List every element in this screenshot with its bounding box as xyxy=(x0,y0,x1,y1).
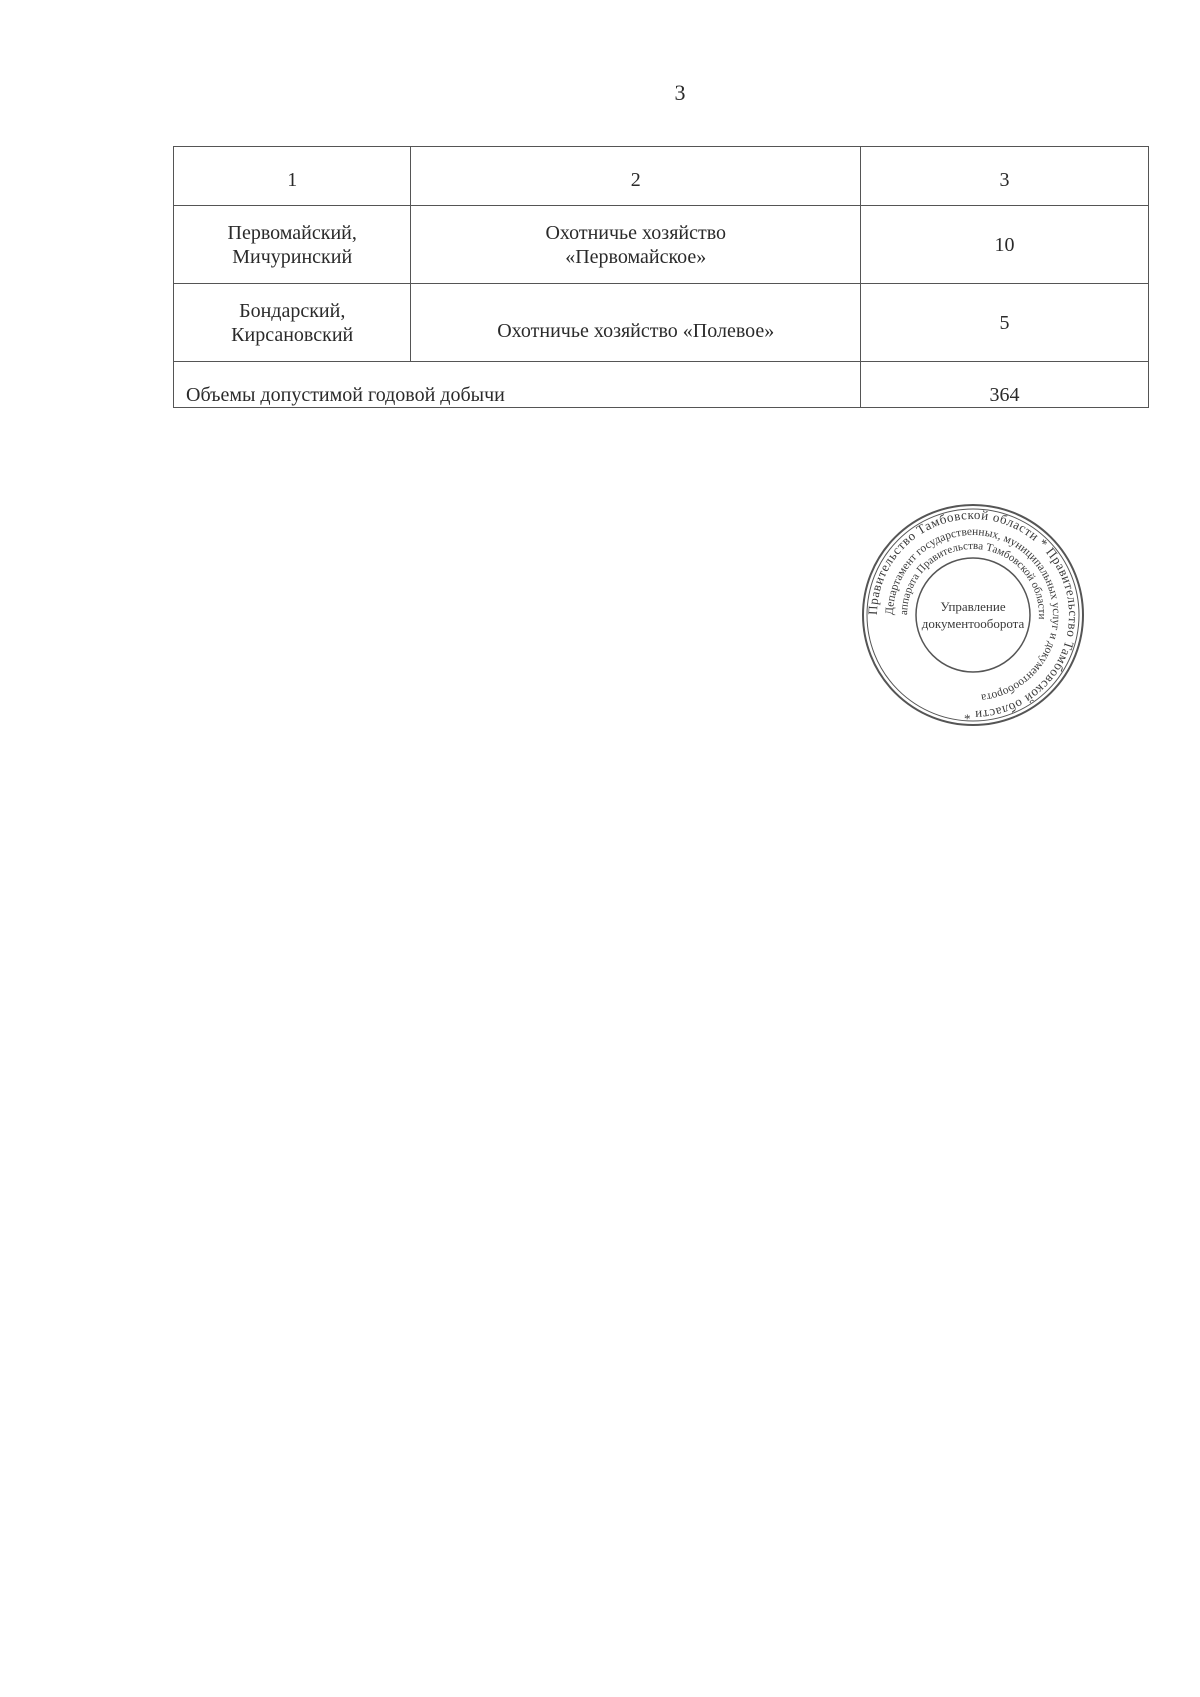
seal-inner-text: аппарата Правительства Тамбовской области xyxy=(897,539,1049,620)
seal-center-line: документооборота xyxy=(921,616,1025,631)
quota-table xyxy=(173,146,1149,408)
districts-cell xyxy=(174,284,411,362)
district-name: Кирсановский xyxy=(231,323,354,346)
farm-cell xyxy=(411,284,861,362)
table-header-row xyxy=(174,147,1149,206)
district-name: Первомайский, xyxy=(227,221,357,244)
official-seal xyxy=(860,502,1086,728)
district-name: Бондарский, xyxy=(239,299,346,322)
farm-name: Охотничье хозяйство xyxy=(545,221,727,244)
table-row xyxy=(174,206,1149,284)
seal-center xyxy=(860,502,1086,728)
total-label: Объемы допустимой годовой добычи xyxy=(174,362,861,408)
seal-center-line: Управление xyxy=(940,599,1006,614)
page-number: 3 xyxy=(674,80,686,105)
farm-name: «Первомайское» xyxy=(565,245,707,268)
value-cell: 5 xyxy=(861,284,1149,362)
farm-name: Охотничье хозяйство «Полевое» xyxy=(497,319,775,342)
districts-cell xyxy=(174,206,411,284)
seal-outer-text: Правительство Тамбовской области * Правительство Тамбовской области * xyxy=(864,506,1082,724)
header-cell-3: 3 xyxy=(861,147,1149,206)
farm-cell xyxy=(411,206,861,284)
header-cell-1: 1 xyxy=(174,147,411,206)
table-row xyxy=(174,284,1149,362)
seal-middle-text: Департамент государственных, муниципальных услуг и документооборота xyxy=(883,525,1063,704)
value-cell: 10 xyxy=(861,206,1149,284)
table-total-row xyxy=(174,362,1149,408)
district-name: Мичуринский xyxy=(232,245,353,268)
total-value: 364 xyxy=(861,362,1149,408)
header-cell-2: 2 xyxy=(411,147,861,206)
